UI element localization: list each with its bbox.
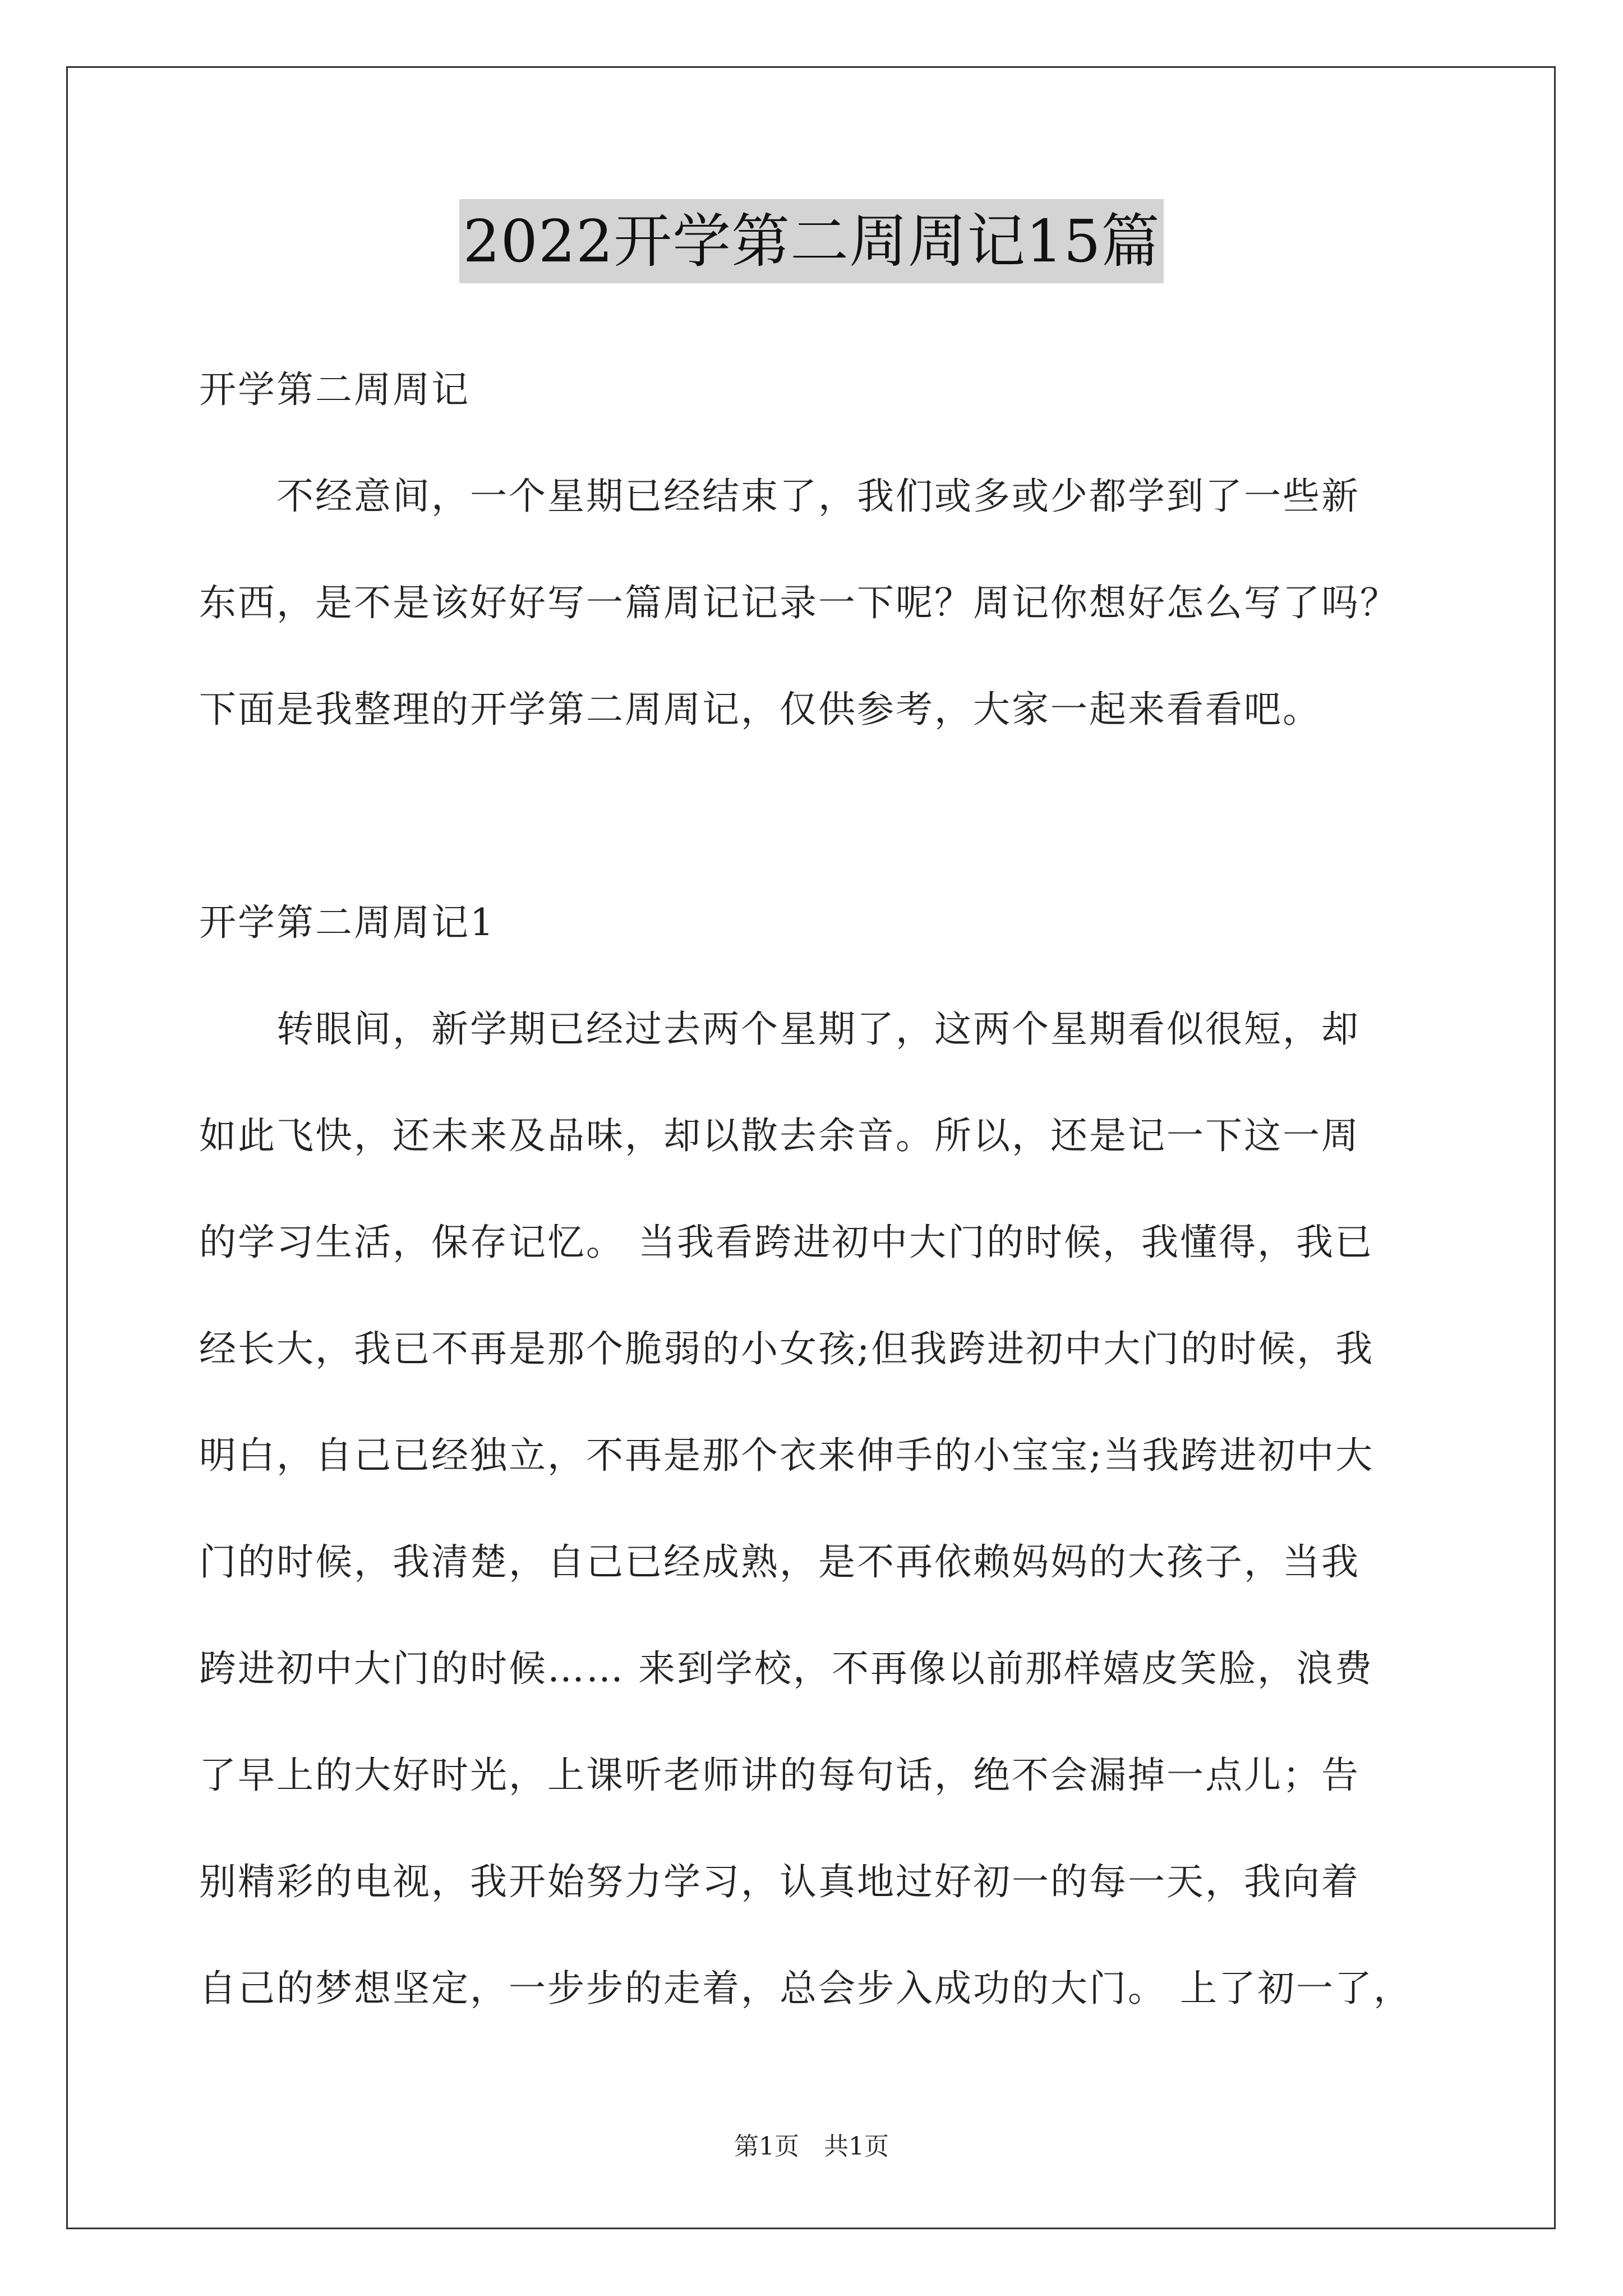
intro-line: 下面是我整理的开学第二周周记，仅供参考，大家一起来看看吧。: [199, 688, 1321, 731]
body-line: 经长大，我已不再是那个脆弱的小女孩;但我跨进初中大门的时候，我: [199, 1327, 1375, 1370]
body-line: 如此飞快，还未来及品味，却以散去余音。所以，还是记一下这一周: [199, 1114, 1360, 1157]
body-line: 明白，自己已经独立，不再是那个衣来伸手的小宝宝;当我跨进初中大: [199, 1434, 1375, 1477]
intro-heading: 开学第二周周记: [199, 368, 470, 411]
intro-line: 不经意间，一个星期已经结束了，我们或多或少都学到了一些新: [276, 475, 1360, 518]
body-line: 跨进初中大门的时候…… 来到学校，不再像以前那样嬉皮笑脸，浪费: [199, 1647, 1373, 1690]
body-line: 的学习生活，保存记忆。 当我看跨进初中大门的时候，我懂得，我已: [199, 1221, 1373, 1264]
body-line: 自己的梦想坚定，一步步的走着，总会步入成功的大门。 上了初一了，: [199, 1967, 1412, 2010]
document-body: [199, 337, 1433, 2042]
body-line: 门的时候，我清楚，自己已经成熟，是不再依赖妈妈的大孩子，当我: [199, 1540, 1360, 1584]
body-line: 别精彩的电视，我开始努力学习，认真地过好初一的每一天，我向着: [199, 1860, 1360, 1903]
body-line: 了早上的大好时光，上课听老师讲的每句话，绝不会漏掉一点儿；告: [199, 1754, 1360, 1797]
paragraph-gap: [199, 763, 1433, 869]
intro-line: 东西，是不是该好好写一篇周记记录一下呢？周记你想好怎么写了吗？: [199, 581, 1399, 624]
section-heading: 开学第二周周记1: [199, 901, 495, 944]
page-footer: 第1页 共1页: [734, 2132, 889, 2161]
document-title: 2022开学第二周周记15篇: [459, 199, 1163, 283]
title-container: [0, 199, 1623, 283]
body-line: 转眼间，新学期已经过去两个星期了，这两个星期看似很短，却: [276, 1007, 1360, 1051]
